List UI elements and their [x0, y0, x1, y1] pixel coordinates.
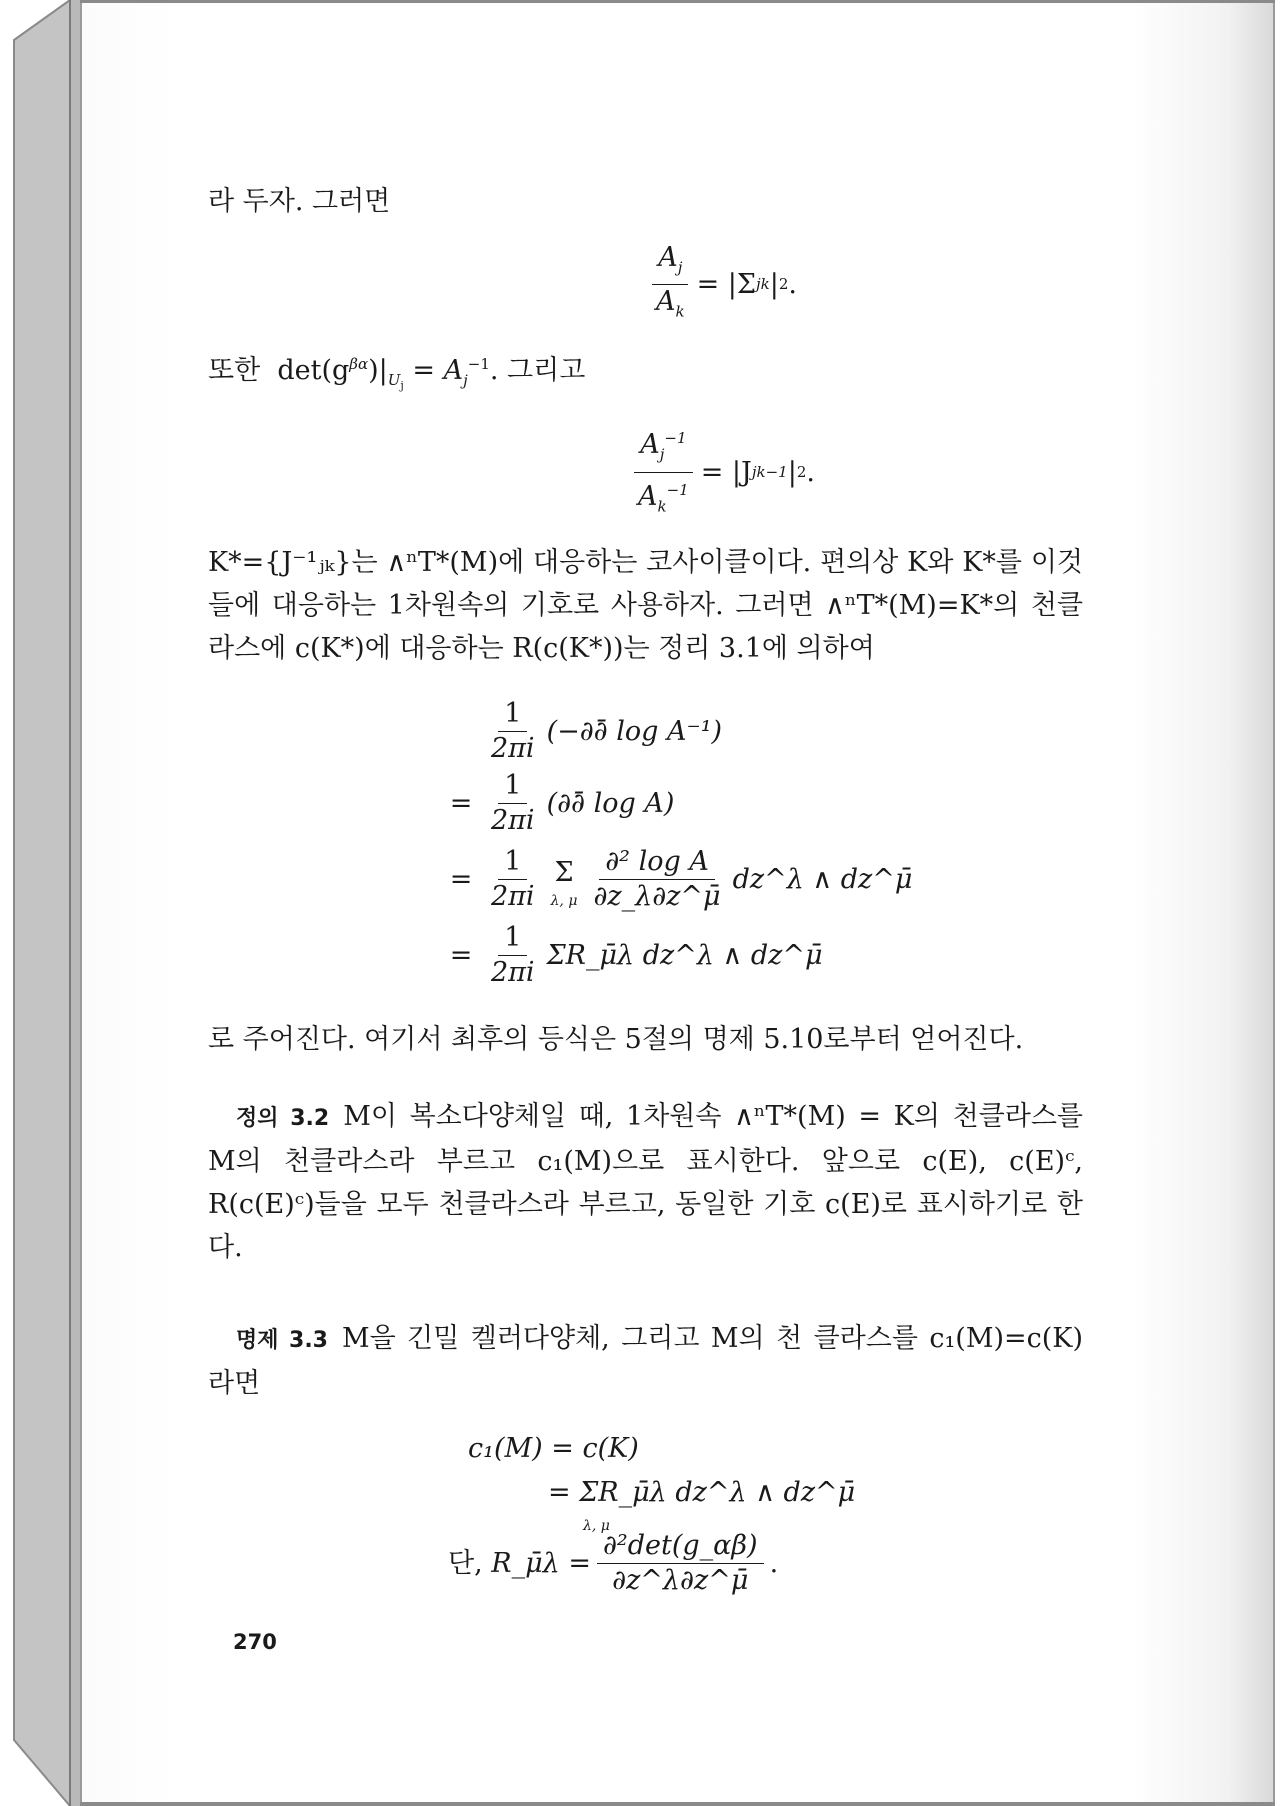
proposition-3-3 — [208, 1317, 1083, 1405]
fraction: $\frac{A_j}{A_k}$ — [650, 241, 691, 329]
paragraph-conclusion: 로 주어진다. 여기서 최후의 등식은 5절의 명제 5.10로부터 얻어진다. — [208, 1023, 1024, 1055]
definition-text: M이 복소다양체일 때, 1차원속 ∧ⁿT*(M) = K의 천클라스를 M의 천클라스라 부르고 c₁(M)으로 표시한다. 앞으로 c(E), c(E)ᶜ, R(c(E)ᶜ)들을 모두 천클라스라 부르고, 동일한 기호 c(E)로 표시하기로 한다. — [208, 1100, 1083, 1263]
chern-line-2: = ΣR_μ̄λ dz^λ ∧ dz^μ̄ — [548, 1476, 856, 1508]
equation-chern-class — [448, 1427, 1083, 1598]
page-number: 270 — [233, 1630, 277, 1654]
paragraph-intro: 라 두자. 그러면 — [208, 186, 391, 217]
page-bottom-border — [80, 1802, 1275, 1806]
fraction: $\frac{A_j^{-1}}{A_k^{-1}}$ — [632, 421, 695, 523]
page-top-border — [80, 0, 1275, 3]
derivation-row-3: = $\frac{1}{2\pi i}$ Σ λ, μ $\frac{\text{∂² log A}}{\partial z\_\lambda\partial z\^{}\mū}$ dz^λ ∧ dz^μ̄ — [449, 846, 913, 913]
chern-line-2-sum-index: λ, μ — [583, 1517, 610, 1534]
definition-3-2 — [208, 1095, 1083, 1269]
equation-ratio-a-inverse: $\frac{A_j^{-1}}{A_k^{-1}}$ = |J jk −1 | 2 . — [358, 421, 1083, 523]
equation-ratio-a: $\frac{A_j}{A_k}$ = |Σ jk | 2 . — [358, 241, 1083, 329]
page-content — [208, 180, 1083, 1598]
paragraph-det: 또한 $\det(g^{\beta\alpha})|_{U_j} = A_j^{-1}$. 그리고 — [208, 354, 586, 393]
definition-heading: 정의 3.2 — [236, 1105, 330, 1131]
derivation-row-1: $\frac{1}{2\pi i}$ (−∂∂̄ log A⁻¹) — [491, 698, 723, 765]
derivation-block — [443, 696, 1083, 992]
chern-line-3: 단, R_μ̄λ = $\frac{\text{∂²det(g\_αβ)}}{\partial z\^{}\lambda\partial z\^{}\mū}$ . — [448, 1529, 779, 1596]
chern-line-1: c₁(M) = c(K) — [468, 1432, 639, 1464]
paragraph-cocycle: K*={J⁻¹ⱼₖ}는 ∧ⁿT*(M)에 대응하는 코사이클이다. 편의상 K와 K*를 이것들에 대응하는 1차원속의 기호로 사용하자. 그러면 ∧ⁿT*(M)=K*의 천클라스에 c(K*)에 대응하는 R(c(K*))는 정리 3.1에 의하여 — [208, 546, 1083, 664]
derivation-row-4: = $\frac{1}{2\pi i}$ ΣR_μ̄λ dz^λ ∧ dz^μ̄ — [449, 922, 823, 989]
proposition-text: M을 긴밀 켈러다양체, 그리고 M의 천 클라스를 c₁(M)=c(K)라면 — [208, 1322, 1083, 1399]
book-spine-edge — [0, 0, 80, 1806]
derivation-row-2: = $\frac{1}{2\pi i}$ (∂∂̄ log A) — [449, 770, 675, 837]
proposition-heading: 명제 3.3 — [236, 1327, 328, 1353]
